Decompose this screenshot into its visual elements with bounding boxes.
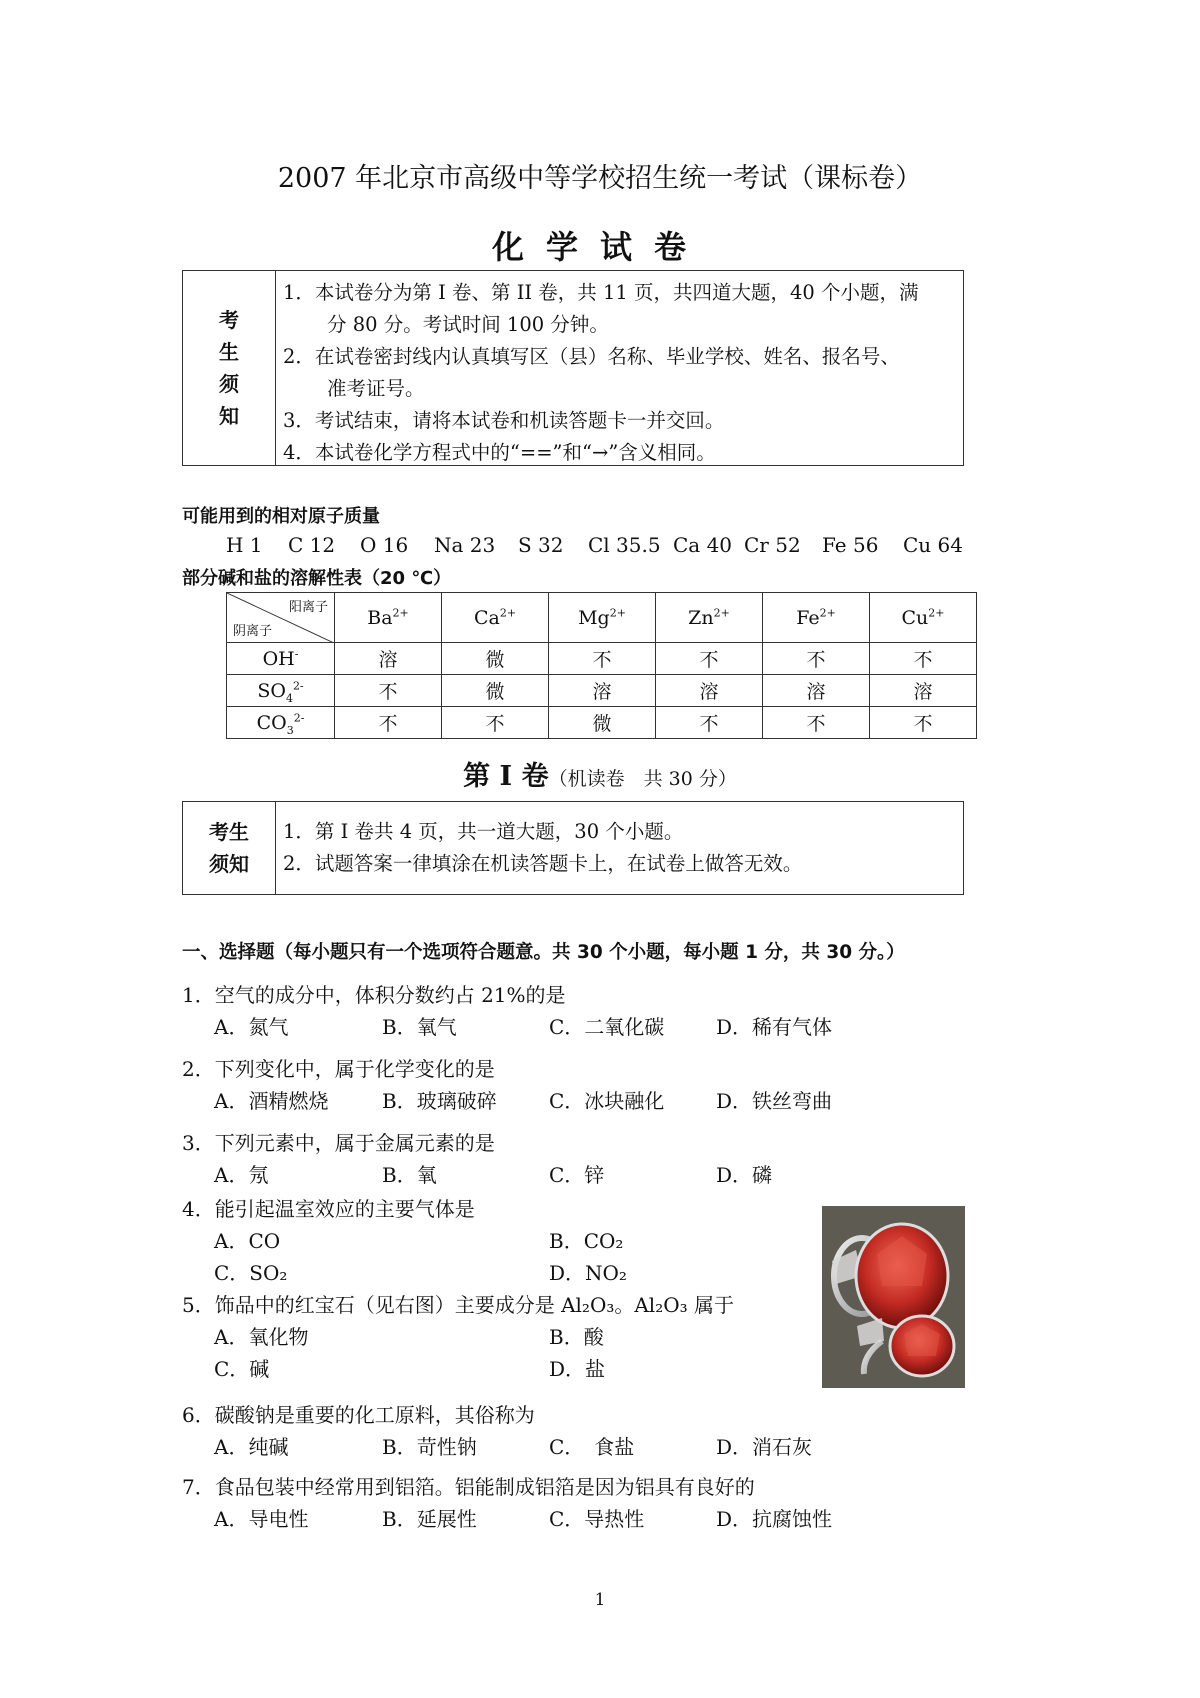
answer-option: D．盐 <box>549 1357 606 1381</box>
answer-option: A．导电性 <box>214 1507 309 1531</box>
atomic-mass-item: Cu 64 <box>903 533 963 557</box>
solubility-cell: 溶 <box>656 675 763 707</box>
answer-option: A．氖 <box>214 1163 269 1187</box>
solubility-cell: 不 <box>656 643 763 675</box>
answer-option: B．CO₂ <box>549 1229 624 1253</box>
atomic-mass-item: Cr 52 <box>744 533 801 557</box>
exam-subtitle: 化学试卷 <box>491 228 708 266</box>
cation-corner-label: 阳离子 <box>288 600 328 615</box>
solubility-cell: 不 <box>442 707 549 739</box>
notice-line: 1．本试卷分为第 I 卷、第 II 卷，共 11 页，共四道大题，40 个小题，满 <box>283 281 919 304</box>
ruby-ring-image <box>822 1206 965 1388</box>
atomic-mass-item: Na 23 <box>434 533 496 557</box>
solubility-cell: 溶 <box>870 675 977 707</box>
answer-option: D．铁丝弯曲 <box>716 1089 833 1113</box>
question-stem: 2．下列变化中，属于化学变化的是 <box>182 1057 495 1081</box>
cation-header: $Mg^{2+}$ <box>549 593 656 643</box>
exam-title: 2007 年北京市高级中等学校招生统一考试（课标卷） <box>277 163 923 194</box>
question-stem: 5．饰品中的红宝石（见右图）主要成分是 Al₂O₃。Al₂O₃ 属于 <box>182 1293 734 1317</box>
answer-option: C． 食盐 <box>549 1435 635 1459</box>
answer-option: A．酒精燃烧 <box>214 1089 329 1113</box>
notice-label-line: 须知 <box>209 852 249 876</box>
candidate-notice-box <box>182 270 964 466</box>
corner-cell <box>227 593 335 643</box>
answer-option: A．氮气 <box>214 1015 289 1039</box>
volume-title: 第 I 卷 <box>463 761 549 792</box>
question-stem: 3．下列元素中，属于金属元素的是 <box>182 1131 495 1155</box>
atomic-mass-item: H 1 <box>226 533 263 557</box>
volume-notice-box <box>182 801 964 895</box>
solubility-cell: 不 <box>763 643 870 675</box>
anion-corner-label: 阴离子 <box>233 624 273 639</box>
answer-option: D．NO₂ <box>549 1261 627 1285</box>
answer-option: C．SO₂ <box>214 1261 288 1285</box>
solubility-cell: 微 <box>442 675 549 707</box>
volume-heading <box>0 754 1200 793</box>
notice-line: 4．本试卷化学方程式中的“==”和“→”含义相同。 <box>283 441 716 464</box>
anion-header: $CO_3^{2-}$ <box>227 707 335 739</box>
notice-label-char: 须 <box>219 372 239 396</box>
atomic-mass-item: Fe 56 <box>822 533 879 557</box>
answer-option: A．CO <box>214 1229 281 1253</box>
notice-label-char: 生 <box>219 340 239 364</box>
cation-header: $Ca^{2+}$ <box>442 593 549 643</box>
anion-header: OH- <box>227 643 335 675</box>
notice-line: 2．试题答案一律填涂在机读答题卡上，在试卷上做答无效。 <box>283 852 803 875</box>
atomic-mass-item: Ca 40 <box>673 533 733 557</box>
table-row <box>227 675 977 707</box>
cation-header: $Cu^{2+}$ <box>870 593 977 643</box>
answer-option: C．导热性 <box>549 1507 645 1531</box>
notice-line: 3．考试结束，请将本试卷和机读答题卡一并交回。 <box>283 409 725 432</box>
volume-note: （机读卷 共 30 分） <box>548 768 737 790</box>
solubility-cell: 不 <box>763 707 870 739</box>
section-heading: 一、选择题（每小题只有一个选项符合题意。共 30 个小题，每小题 1 分，共 30 分。） <box>182 942 905 963</box>
notice-label <box>183 802 276 894</box>
solubility-cell: 不 <box>656 707 763 739</box>
solubility-cell: 不 <box>335 675 442 707</box>
atomic-mass-item: S 32 <box>518 533 564 557</box>
answer-option: D．磷 <box>716 1163 773 1187</box>
cation-header: $Ba^{2+}$ <box>335 593 442 643</box>
ruby-ring-icon <box>822 1206 965 1388</box>
solubility-cell: 不 <box>870 643 977 675</box>
atomic-mass-heading: 可能用到的相对原子质量 <box>182 506 380 527</box>
answer-option: C．二氧化碳 <box>549 1015 665 1039</box>
question-stem: 7．食品包装中经常用到铝箔。铝能制成铝箔是因为铝具有良好的 <box>182 1475 755 1499</box>
anion-header: $SO_4^{2-}$ <box>227 675 335 707</box>
solubility-cell: 不 <box>870 707 977 739</box>
answer-option: D．抗腐蚀性 <box>716 1507 833 1531</box>
solubility-cell: 不 <box>335 707 442 739</box>
notice-label <box>183 271 276 465</box>
answer-option: D．稀有气体 <box>716 1015 833 1039</box>
answer-option: C．碱 <box>214 1357 270 1381</box>
notice-line: 准考证号。 <box>327 377 425 400</box>
answer-option: B．氧气 <box>382 1015 457 1039</box>
table-row <box>227 707 977 739</box>
solubility-cell: 微 <box>549 707 656 739</box>
notice-line: 2．在试卷密封线内认真填写区（县）名称、毕业学校、姓名、报名号、 <box>283 345 900 368</box>
answer-option: D．消石灰 <box>716 1435 813 1459</box>
question-stem: 4．能引起温室效应的主要气体是 <box>182 1197 475 1221</box>
solubility-cell: 溶 <box>549 675 656 707</box>
notice-line: 分 80 分。考试时间 100 分钟。 <box>327 313 609 336</box>
solubility-cell: 不 <box>549 643 656 675</box>
solubility-cell: 溶 <box>763 675 870 707</box>
cation-header: $Zn^{2+}$ <box>656 593 763 643</box>
answer-option: A．纯碱 <box>214 1435 289 1459</box>
solubility-cell: 溶 <box>335 643 442 675</box>
answer-option: B．延展性 <box>382 1507 477 1531</box>
notice-label-char: 知 <box>219 404 239 428</box>
answer-option: C．冰块融化 <box>549 1089 665 1113</box>
answer-option: B．玻璃破碎 <box>382 1089 497 1113</box>
atomic-mass-item: Cl 35.5 <box>588 533 661 557</box>
cation-header: $Fe^{2+}$ <box>763 593 870 643</box>
notice-line: 1．第 I 卷共 4 页，共一道大题，30 个小题。 <box>283 820 684 843</box>
atomic-mass-item: O 16 <box>360 533 409 557</box>
question-stem: 1．空气的成分中，体积分数约占 21%的是 <box>182 983 566 1007</box>
table-row <box>227 643 977 675</box>
solubility-cell: 微 <box>442 643 549 675</box>
notice-label-char: 考 <box>219 308 239 332</box>
answer-option: C．锌 <box>549 1163 605 1187</box>
answer-option: B．苛性钠 <box>382 1435 477 1459</box>
answer-option: B．酸 <box>549 1325 604 1349</box>
solubility-table <box>226 592 977 739</box>
notice-label-line: 考生 <box>209 820 249 844</box>
page-number: 1 <box>594 1590 606 1610</box>
answer-option: B．氧 <box>382 1163 437 1187</box>
answer-option: A．氧化物 <box>214 1325 309 1349</box>
solubility-heading: 部分碱和盐的溶解性表（20 ℃） <box>182 568 452 589</box>
question-stem: 6．碳酸钠是重要的化工原料，其俗称为 <box>182 1403 535 1427</box>
atomic-mass-item: C 12 <box>288 533 336 557</box>
